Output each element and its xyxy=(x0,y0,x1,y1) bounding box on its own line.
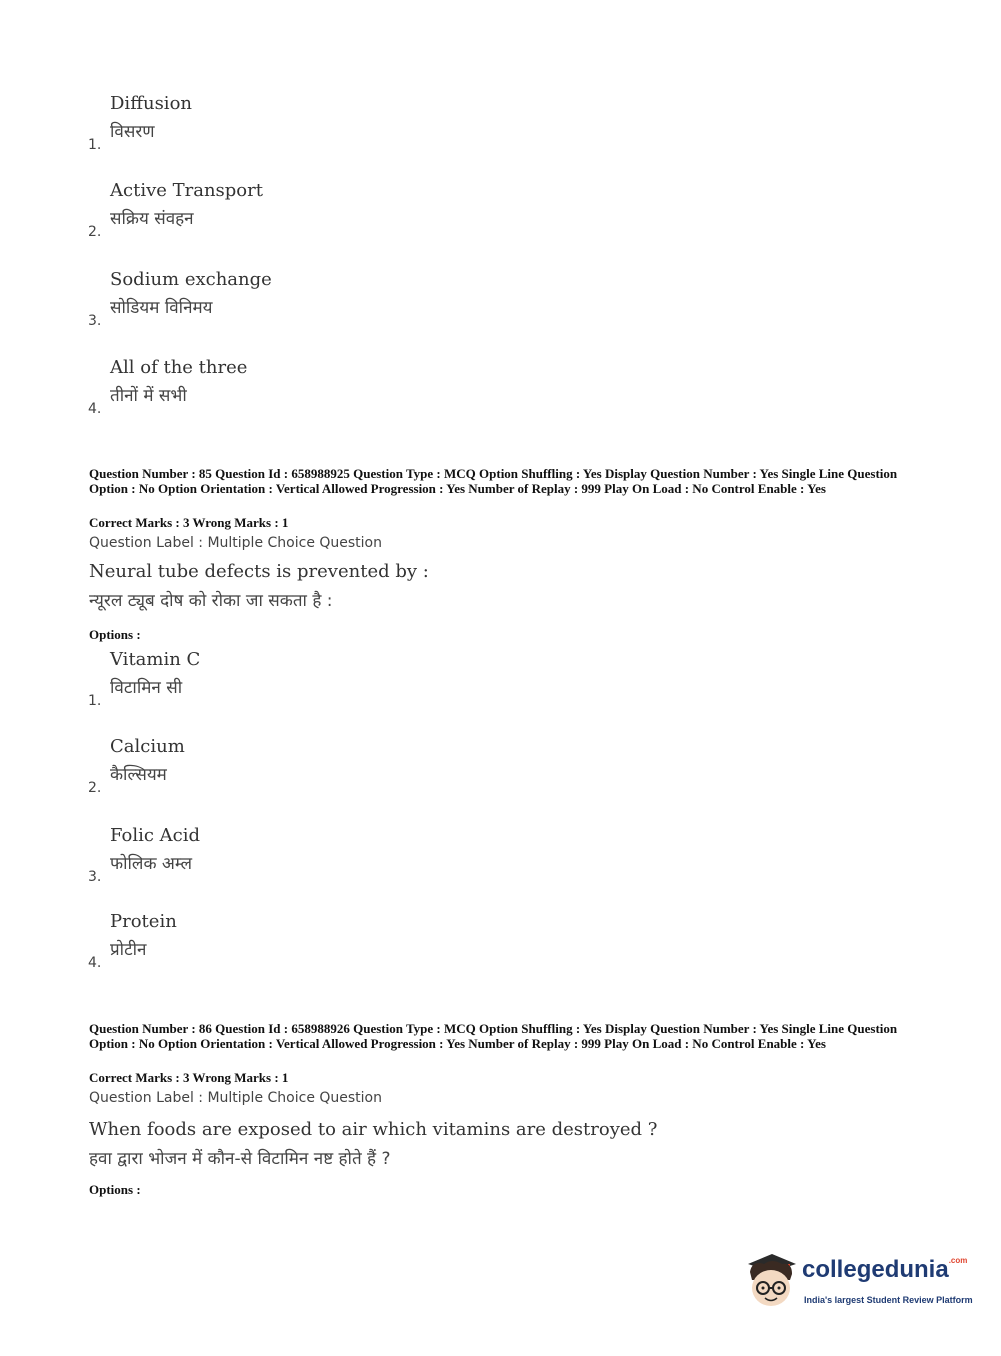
option-text-hi: सक्रिय संवहन xyxy=(110,209,194,229)
question-text-en: Neural tube defects is prevented by : xyxy=(89,561,429,582)
option-text-hi: कैल्सियम xyxy=(110,765,167,785)
brand-tagline: India's largest Student Review Platform xyxy=(804,1295,973,1305)
mascot-icon xyxy=(742,1250,800,1312)
option-text-hi: तीनों में सभी xyxy=(110,386,187,406)
brand-name: collegedunia$^{.com}$ xyxy=(802,1256,968,1283)
option-text-en: All of the three xyxy=(110,357,248,378)
option-text-hi: विटामिन सी xyxy=(110,678,183,698)
question-marks: Correct Marks : 3 Wrong Marks : 1 xyxy=(89,1070,289,1085)
options-label: Options : xyxy=(89,627,141,642)
option-number: 2. xyxy=(88,224,102,240)
option-item xyxy=(88,911,488,981)
option-text-hi: फोलिक अम्ल xyxy=(110,854,193,874)
question-meta: Question Number : 86 Question Id : 658988926 Question Type : MCQ Option Shuffling : Yes Display Question Number : Yes Single Line Question Option : No Option Orientation : Vertical Allowed Progression : Yes Number of Replay : 999 Play On Load : No Control Enable : Yes xyxy=(89,1021,898,1051)
question-label: Question Label : Multiple Choice Question xyxy=(89,535,382,551)
option-text-en: Folic Acid xyxy=(110,825,201,846)
option-number: 2. xyxy=(88,780,102,796)
option-number: 4. xyxy=(88,955,102,971)
option-number: 1. xyxy=(88,137,102,153)
option-text-en: Calcium xyxy=(110,736,185,757)
option-number: 3. xyxy=(88,313,102,329)
question-text-hi: न्यूरल ट्यूब दोष को रोका जा सकता है : xyxy=(89,591,333,611)
question-marks: Correct Marks : 3 Wrong Marks : 1 xyxy=(89,515,289,530)
question-meta: Question Number : 85 Question Id : 658988925 Question Type : MCQ Option Shuffling : Yes Display Question Number : Yes Single Line Question Option : No Option Orientation : Vertical Allowed Progression : Yes Number of Replay : 999 Play On Load : No Control Enable : Yes xyxy=(89,466,898,496)
option-number: 4. xyxy=(88,401,102,417)
collegedunia-logo xyxy=(742,1250,972,1320)
option-text-en: Active Transport xyxy=(110,180,263,201)
option-text-hi: विसरण xyxy=(110,122,155,142)
option-item xyxy=(88,180,488,250)
option-text-en: Diffusion xyxy=(110,93,192,114)
option-text-en: Vitamin C xyxy=(110,649,201,670)
option-number: 1. xyxy=(88,693,102,709)
option-text-hi: सोडियम विनिमय xyxy=(110,298,213,318)
option-item xyxy=(88,269,488,339)
option-text-en: Protein xyxy=(110,911,177,932)
question-text-en: When foods are exposed to air which vitamins are destroyed ? xyxy=(89,1119,658,1140)
option-item xyxy=(88,649,488,719)
option-text-hi: प्रोटीन xyxy=(110,940,147,960)
option-item xyxy=(88,357,488,427)
brand-suffix: .com xyxy=(948,1256,968,1265)
option-item xyxy=(88,825,488,895)
option-item xyxy=(88,736,488,806)
option-number: 3. xyxy=(88,869,102,885)
option-item xyxy=(88,93,488,163)
option-text-en: Sodium exchange xyxy=(110,269,272,290)
options-label: Options : xyxy=(89,1182,141,1197)
question-text-hi: हवा द्वारा भोजन में कौन-से विटामिन नष्ट होते हैं ? xyxy=(89,1149,391,1169)
question-label: Question Label : Multiple Choice Question xyxy=(89,1090,382,1106)
